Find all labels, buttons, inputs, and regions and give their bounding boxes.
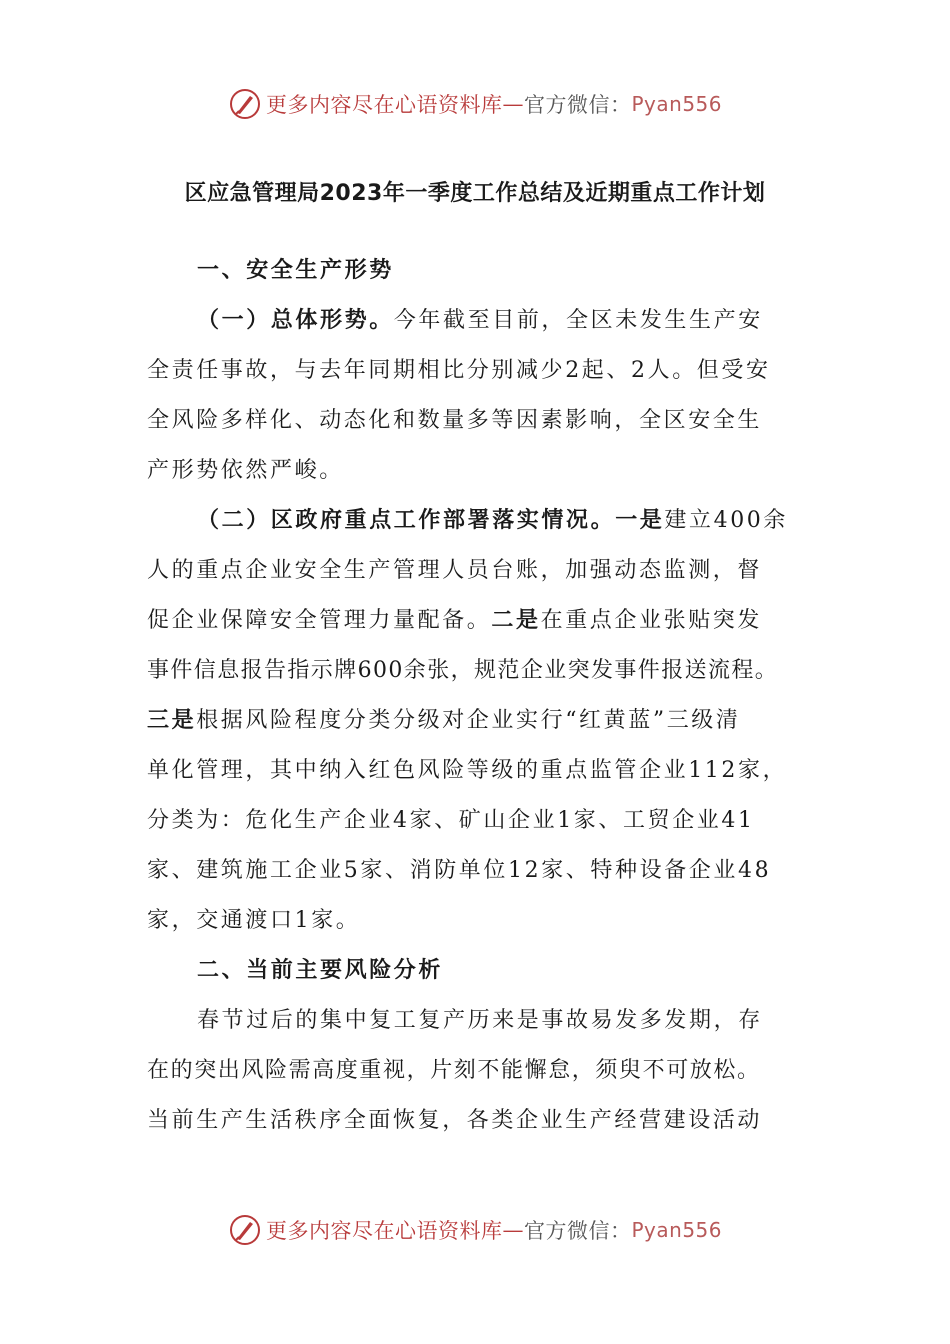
paragraph-line: 人的重点企业安全生产管理人员台账，加强动态监测，督 [147,558,763,583]
paragraph-text: 建立400余 [664,508,788,533]
watermark-separator: — [502,1218,524,1242]
item-label: 二是 [491,608,541,633]
paragraph-line: 家，交通渡口1家。 [147,908,361,933]
paragraph-text: 根据风险程度分类分级对企业实行“红黄蓝”三级清 [196,708,741,733]
paragraph-line: 全风险多样化、动态化和数量多等因素影响，全区安全生 [147,408,763,433]
paragraph-line [147,706,741,736]
quill-pen-icon [228,87,262,121]
item-label: 一是 [615,508,665,533]
item-label: 三是 [147,708,197,733]
paragraph-line: 分类为：危化生产企业4家、矿山企业1家、工贸企业41 [147,808,755,833]
paragraph-line: 在的突出风险需高度重视，片刻不能懈怠，须臾不可放松。 [147,1058,761,1083]
paragraph-line: 单化管理，其中纳入红色风险等级的重点监管企业112家， [147,758,788,783]
paragraph-lead: （一）总体形势。 [197,308,394,333]
watermark-wechat-id: Pyan556 [631,1218,722,1242]
paragraph-lead: （二）区政府重点工作部署落实情况。 [197,508,616,533]
paragraph-line [197,506,788,536]
paragraph-line [197,306,763,336]
watermark-separator: — [502,92,524,116]
footer-watermark [0,1210,950,1250]
document-title: 区应急管理局2023年一季度工作总结及近期重点工作计划 [184,181,766,206]
paragraph-line [147,606,762,636]
quill-pen-icon [228,1213,262,1247]
watermark-official-label: 官方微信： [523,1219,632,1243]
paragraph-line: 事件信息报告指示牌600余张，规范企业突发事件报送流程。 [147,658,779,683]
paragraph-line: 家、建筑施工企业5家、消防单位12家、特种设备企业48 [147,858,772,883]
watermark-text: 更多内容尽在心语资料库 [265,93,503,117]
paragraph-text: 在重点企业张贴突发 [540,608,763,633]
header-watermark [0,84,950,124]
watermark-official-label: 官方微信： [523,93,632,117]
section1-heading: 一、安全生产形势 [197,258,394,283]
paragraph-text: 今年截至目前，全区未发生生产安 [393,308,763,333]
watermark-wechat-id: Pyan556 [631,92,722,116]
paragraph-line: 春节过后的集中复工复产历来是事故易发多发期，存 [197,1008,763,1033]
section2-heading: 二、当前主要风险分析 [197,958,444,983]
watermark-text: 更多内容尽在心语资料库 [265,1219,503,1243]
paragraph-text: 促企业保障安全管理力量配备。 [147,608,492,633]
paragraph-line: 全责任事故，与去年同期相比分别减少2起、2人。但受安 [147,358,771,383]
paragraph-line: 当前生产生活秩序全面恢复，各类企业生产经营建设活动 [147,1108,763,1133]
paragraph-line: 产形势依然严峻。 [147,458,344,483]
